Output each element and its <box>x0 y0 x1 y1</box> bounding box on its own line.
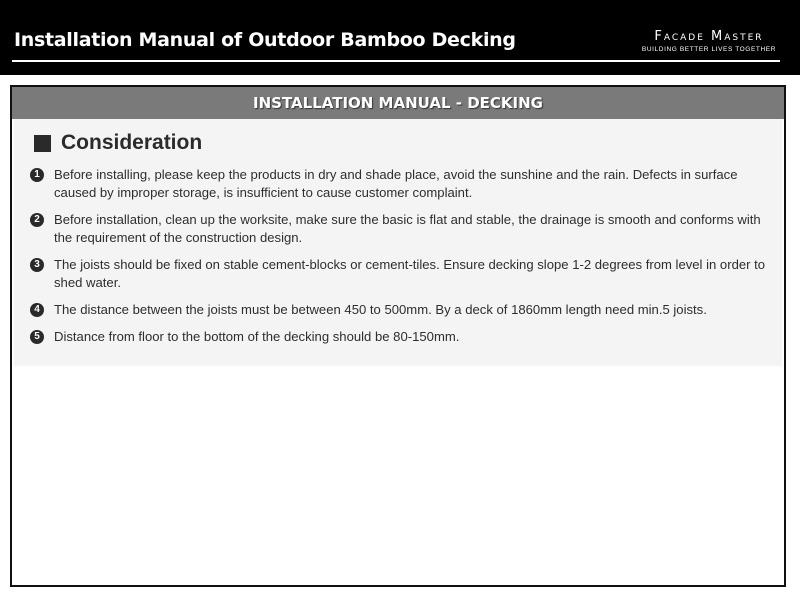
section-title: Consideration <box>61 131 203 154</box>
number-3-icon: 3 <box>30 258 44 272</box>
list-item-text: Before installation, clean up the worksite, make sure the basic is flat and stable, the drainage is smooth and conforms with the requirement of the construction design. <box>54 212 761 245</box>
square-bullet-icon <box>34 135 51 152</box>
brand-tagline: BUILDING BETTER LIVES TOGETHER <box>641 46 776 53</box>
number-2-icon: 2 <box>30 213 44 227</box>
list-item-text: The distance between the joists must be between 450 to 500mm. By a deck of 1860mm length need min.5 joists. <box>54 302 707 317</box>
brand-name: Facade Master <box>654 29 764 44</box>
brand-logo <box>642 30 776 54</box>
list-item-text: Distance from floor to the bottom of the decking should be 80-150mm. <box>54 329 460 344</box>
number-5-icon: 5 <box>30 330 44 344</box>
list-item <box>30 256 770 292</box>
page-title: Installation Manual of Outdoor Bamboo Decking <box>14 29 516 51</box>
list-item-text: The joists should be fixed on stable cement-blocks or cement-tiles. Ensure decking slope 1-2 degrees from level in order to shed water. <box>54 257 766 290</box>
panel-title: INSTALLATION MANUAL - DECKING <box>12 87 784 119</box>
list-item <box>30 328 770 346</box>
consideration-list <box>30 166 770 355</box>
number-1-icon: 1 <box>30 168 44 182</box>
manual-panel <box>10 85 786 587</box>
list-item-text: Before installing, please keep the products in dry and shade place, avoid the sunshine and the rain. Defects in surface caused by improper storage, is insufficient to cause customer complaint. <box>54 167 738 200</box>
list-item <box>30 301 770 319</box>
section-heading <box>34 131 202 155</box>
list-item <box>30 211 770 247</box>
header-bar <box>0 0 800 75</box>
consideration-section <box>14 119 782 366</box>
number-4-icon: 4 <box>30 303 44 317</box>
header-divider <box>12 60 780 62</box>
list-item <box>30 166 770 202</box>
